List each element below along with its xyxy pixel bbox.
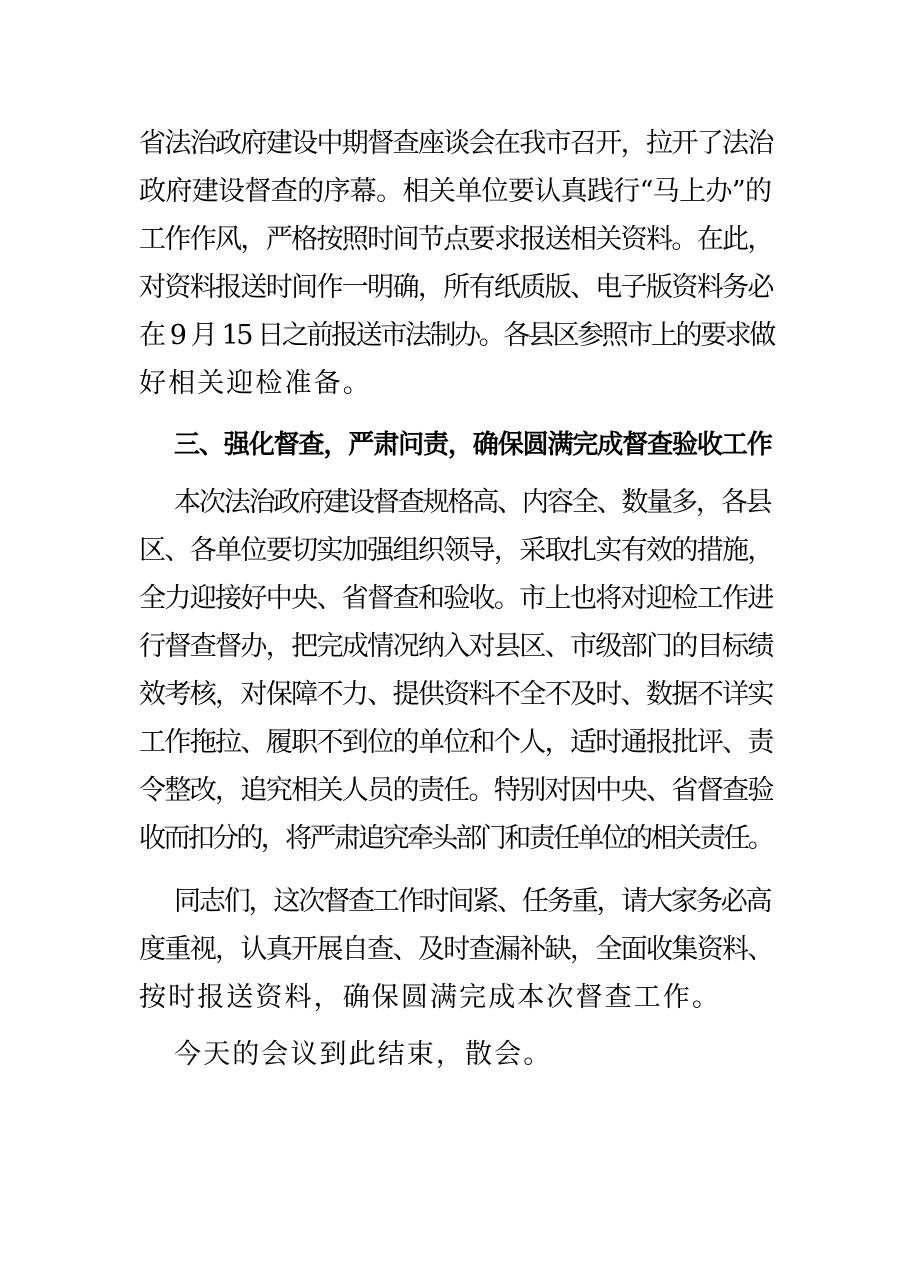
body-text-line: 工作作风，严格按照时间节点要求报送相关资料。在此， — [139, 224, 773, 255]
body-text-line: 全力迎接好中央、省督查和验收。市上也将对迎检工作进 — [139, 583, 773, 614]
body-text-line: 对资料报送时间作一明确，所有纸质版、电子版资料务必 — [139, 272, 773, 303]
section-heading: 三、强化督查，严肃问责，确保圆满完成督查验收工作 — [174, 430, 772, 460]
body-text-line: 同志们，这次督查工作时间紧、任务重，请大家务必高 — [174, 886, 771, 917]
closing-text: 今天的会议到此结束，散会。 — [174, 1039, 553, 1070]
body-text-line: 在 9 月 15 日之前报送市法制办。各县区参照市上的要求做 — [139, 320, 774, 351]
body-text-line: 好相关迎检准备。 — [139, 368, 372, 399]
body-text-line: 省法治政府建设中期督查座谈会在我市召开，拉开了法治 — [139, 128, 773, 159]
body-text-line: 区、各单位要切实加强组织领导，采取扎实有效的措施， — [139, 535, 773, 566]
body-text-line: 度重视，认真开展自查、及时查漏补缺，全面收集资料、 — [139, 934, 773, 965]
body-text-line: 令整改，追究相关人员的责任。特别对因中央、省督查验 — [139, 775, 773, 806]
body-text-line: 收而扣分的，将严肃追究牵头部门和责任单位的相关责任。 — [139, 823, 773, 854]
body-text-line: 效考核，对保障不力、提供资料不全不及时、数据不详实 — [139, 679, 773, 710]
body-text-line: 按时报送资料，确保圆满完成本次督查工作。 — [139, 982, 721, 1013]
body-text-line: 政府建设督查的序幕。相关单位要认真践行“马上办”的 — [139, 176, 772, 207]
body-text-line: 工作拖拉、履职不到位的单位和个人，适时通报批评、责 — [139, 727, 773, 758]
body-text-line: 行督查督办，把完成情况纳入对县区、市级部门的目标绩 — [139, 631, 773, 662]
body-text-line: 本次法治政府建设督查规格高、内容全、数量多，各县 — [174, 487, 771, 518]
